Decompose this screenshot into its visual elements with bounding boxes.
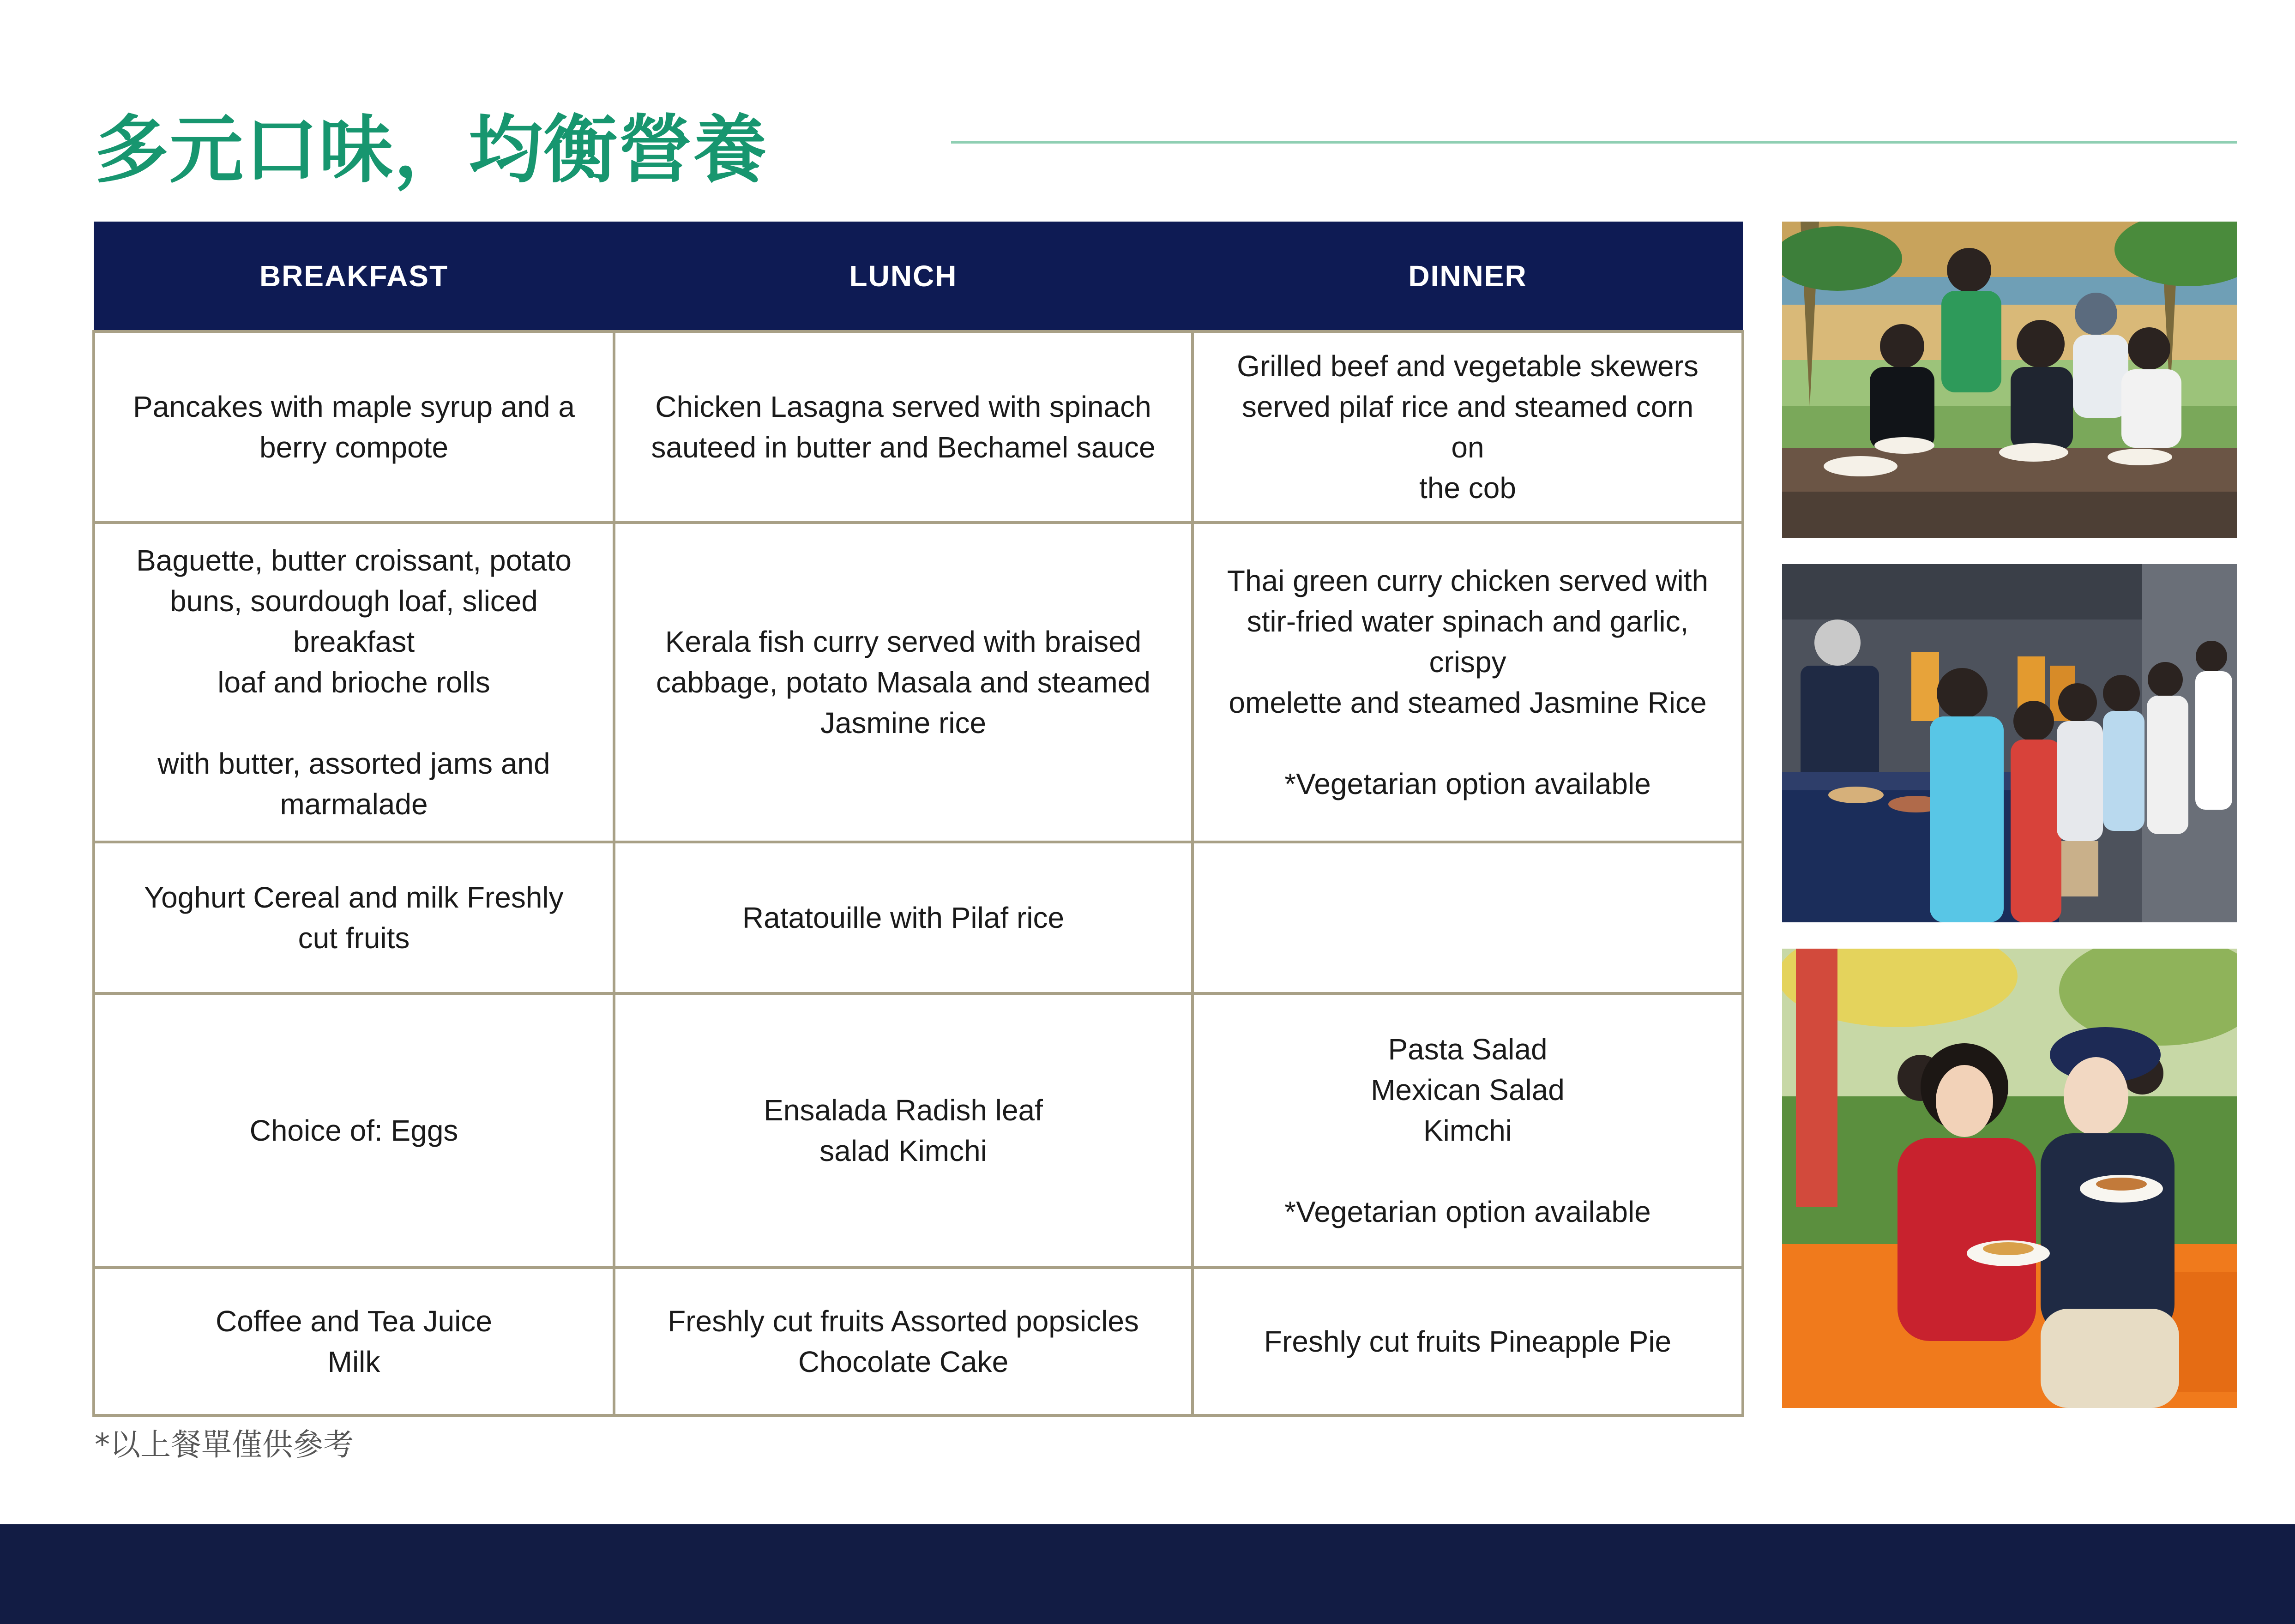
lunch-cell: Ratatouille with Pilaf rice [614, 842, 1193, 993]
footer-bar [0, 1524, 2295, 1624]
dinner-cell: Grilled beef and vegetable skewers served pilaf rice and steamed corn on the cob [1193, 331, 1743, 523]
photo-students-buffet-queue [1782, 564, 2237, 922]
lunch-cell: Freshly cut fruits Assorted popsicles Chocolate Cake [614, 1268, 1193, 1415]
table-row [94, 331, 1743, 523]
dinner-cell: Pasta Salad Mexican Salad Kimchi *Vegetarian option available [1193, 993, 1743, 1268]
lunch-cell: Ensalada Radish leaf salad Kimchi [614, 993, 1193, 1268]
header-breakfast: BREAKFAST [94, 222, 614, 331]
lunch-cell: Chicken Lasagna served with spinach sauteed in butter and Bechamel sauce [614, 331, 1193, 523]
lunch-cell: Kerala fish curry served with braised cabbage, potato Masala and steamed Jasmine rice [614, 523, 1193, 842]
photo-students-outdoor-meal [1782, 222, 2237, 538]
table-header-row [94, 222, 1743, 331]
dinner-cell: Freshly cut fruits Pineapple Pie [1193, 1268, 1743, 1415]
breakfast-cell: Pancakes with maple syrup and a berry compote [94, 331, 614, 523]
title-divider-line [951, 141, 2237, 144]
photo-students-with-plates [1782, 949, 2237, 1408]
dinner-cell [1193, 842, 1743, 993]
table-row [94, 1268, 1743, 1415]
breakfast-cell: Baguette, butter croissant, potato buns, sourdough loaf, sliced breakfast loaf and brioche rolls with butter, assorted jams and marmalade [94, 523, 614, 842]
breakfast-cell: Choice of: Eggs [94, 993, 614, 1268]
table-row [94, 842, 1743, 993]
header-dinner: DINNER [1193, 222, 1743, 331]
meal-menu-table [92, 222, 1744, 1417]
breakfast-cell: Yoghurt Cereal and milk Freshly cut fruits [94, 842, 614, 993]
table-row [94, 993, 1743, 1268]
breakfast-cell: Coffee and Tea Juice Milk [94, 1268, 614, 1415]
dinner-cell: Thai green curry chicken served with stir-fried water spinach and garlic, crispy omelette and steamed Jasmine Rice *Vegetarian option available [1193, 523, 1743, 842]
table-row [94, 523, 1743, 842]
header-lunch: LUNCH [614, 222, 1193, 331]
page-title: 多元口味，均衡營養 [95, 107, 768, 193]
disclaimer-note: *以上餐單僅供參考 [95, 1427, 354, 1462]
